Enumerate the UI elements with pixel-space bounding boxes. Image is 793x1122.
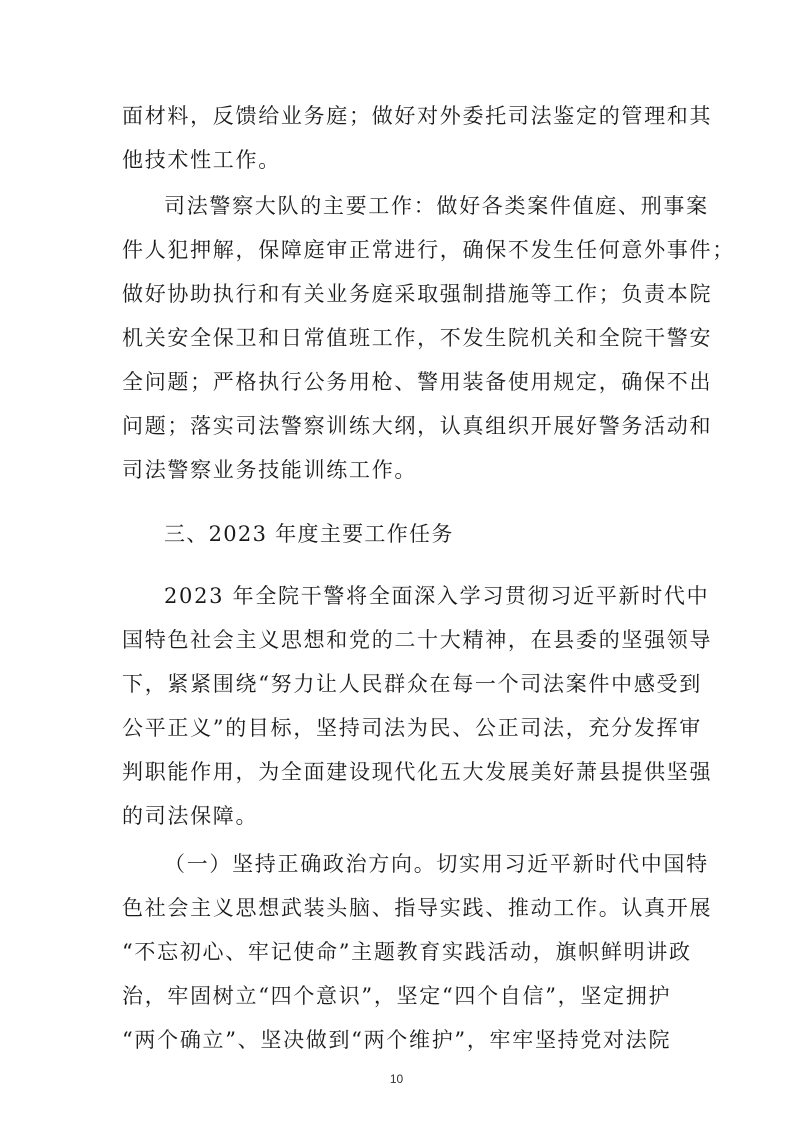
paragraph-line: 全问题；严格执行公务用枪、警用装备使用规定，确保不出 bbox=[122, 370, 713, 394]
paragraph-line: 国特色社会主义思想和党的二十大精神，在县委的坚强领导 bbox=[122, 628, 713, 652]
paragraph-line: 面材料，反馈给业务庭；做好对外委托司法鉴定的管理和其 bbox=[122, 104, 713, 128]
paragraph-line: 问题；落实司法警察训练大纲，认真组织开展好警务活动和 bbox=[122, 414, 713, 438]
paragraph-line: 公平正义”的目标，坚持司法为民、公正司法，充分发挥审 bbox=[122, 716, 702, 740]
paragraph-line: 判职能作用，为全面建设现代化五大发展美好萧县提供坚强 bbox=[122, 760, 713, 784]
paragraph-line: 司法警察大队的主要工作：做好各类案件值庭、刑事案 bbox=[164, 194, 709, 218]
paragraph-line: 下，紧紧围绕“努力让人民群众在每一个司法案件中感受到 bbox=[122, 672, 702, 696]
page-number: 10 bbox=[389, 1072, 404, 1086]
paragraph-line: 2023 年全院干警将全面深入学习贯彻习近平新时代中 bbox=[164, 584, 710, 608]
paragraph-line: 机关安全保卫和日常值班工作，不发生院机关和全院干警安 bbox=[122, 326, 713, 350]
paragraph-line: （一）坚持正确政治方向。切实用习近平新时代中国特 bbox=[164, 852, 709, 876]
paragraph-line: 治，牢固树立“四个意识”，坚定“四个自信”，坚定拥护 bbox=[122, 984, 672, 1008]
paragraph-line: 的司法保障。 bbox=[122, 804, 259, 828]
paragraph-line: “两个确立”、坚决做到“两个维护”，牢牢坚持党对法院 bbox=[122, 1028, 672, 1052]
paragraph-line: 色社会主义思想武装头脑、指导实践、推动工作。认真开展 bbox=[122, 896, 713, 920]
paragraph-line: 司法警察业务技能训练工作。 bbox=[122, 458, 418, 482]
paragraph-line: “不忘初心、牢记使命”主题教育实践活动，旗帜鲜明讲政 bbox=[122, 940, 692, 964]
paragraph-line: 件人犯押解，保障庭审正常进行，确保不发生任何意外事件； bbox=[122, 238, 735, 262]
paragraph-line: 做好协助执行和有关业务庭采取强制措施等工作；负责本院 bbox=[122, 282, 713, 306]
paragraph-line: 他技术性工作。 bbox=[122, 148, 281, 172]
section-heading: 三、2023 年度主要工作任务 bbox=[164, 522, 454, 546]
